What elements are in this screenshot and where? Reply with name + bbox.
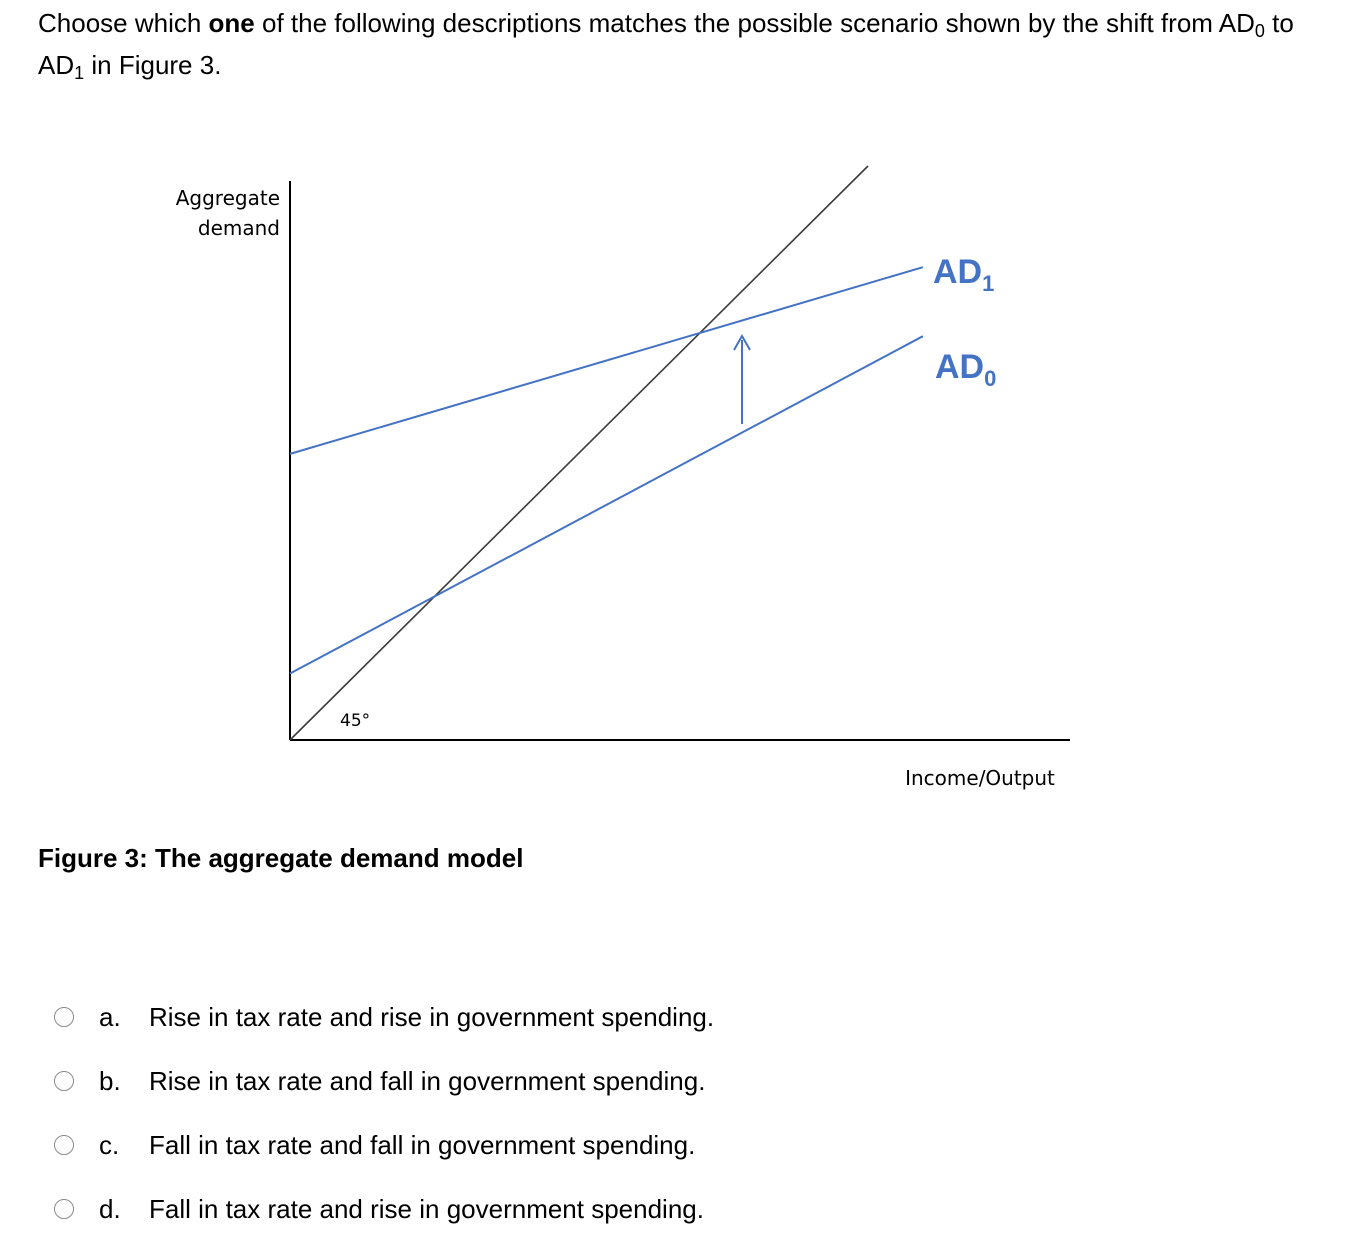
option-text: Rise in tax rate and fall in government spending. [149, 1065, 706, 1096]
radio-button-d[interactable] [54, 1199, 74, 1219]
angle-label: 45° [340, 711, 371, 731]
question-from-curve: $AD_0$ [1218, 8, 1265, 41]
option-letter: a. [99, 1001, 121, 1032]
option-text: Fall in tax rate and fall in government spending. [149, 1129, 696, 1160]
legend-ad0: $AD_0$ [935, 348, 997, 391]
option-d[interactable] [54, 1177, 714, 1241]
radio-button-a[interactable] [54, 1007, 74, 1027]
legend-ad1: $AD_1$ [933, 253, 995, 296]
option-letter: d. [99, 1193, 121, 1224]
series-45-degree-line [290, 166, 868, 740]
option-c[interactable] [54, 1113, 714, 1177]
option-letter: c. [99, 1129, 120, 1160]
answer-options [54, 985, 714, 1241]
option-letter: b. [99, 1065, 121, 1096]
question-suffix: in Figure 3. [84, 50, 222, 80]
question-to-word: to [1264, 8, 1294, 38]
y-axis-label: Aggregate [175, 186, 280, 210]
question-middle: of the following descriptions matches the possible scenario shown by the shift from [254, 8, 1219, 38]
radio-button-c[interactable] [54, 1135, 74, 1155]
question-prefix: Choose which [38, 8, 209, 38]
radio-button-b[interactable] [54, 1071, 74, 1091]
option-b[interactable] [54, 1049, 714, 1113]
question-to-curve: $AD_1$ [38, 50, 85, 83]
question-emphasis: one [208, 8, 255, 38]
option-text: Fall in tax rate and rise in government spending. [149, 1193, 704, 1224]
y-axis-label: demand [197, 216, 280, 240]
figure-caption: Figure 3: The aggregate demand model [38, 843, 524, 873]
x-axis-label: Income/Output [905, 766, 1055, 790]
option-a[interactable] [54, 985, 714, 1049]
series-ad0-line [290, 336, 923, 673]
option-text: Rise in tax rate and rise in government spending. [149, 1001, 715, 1032]
